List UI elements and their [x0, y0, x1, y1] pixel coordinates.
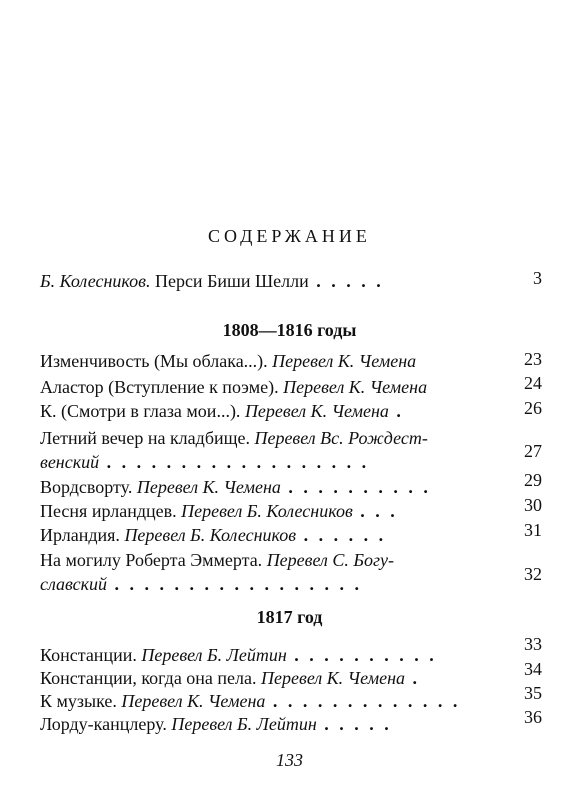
entry-title: Вордсворту. [40, 477, 133, 497]
dot-leader: . . . . . . . . . . . . . . . . . [107, 574, 363, 594]
dot-leader: . . . [352, 501, 398, 521]
toc-entry [40, 524, 498, 546]
entry-translator: Перевел К. Чемена [240, 401, 389, 421]
dot-leader: . [388, 401, 404, 421]
dot-leader: . . . . . [308, 271, 384, 291]
toc-entry [40, 713, 498, 735]
page-title: СОДЕРЖАНИЕ [208, 226, 371, 246]
page-folio: 133 [276, 750, 303, 770]
dot-leader: . . . . . . . . . . . . . . . . . . [99, 452, 370, 472]
dot-leader: . . . . . . . . . . [286, 645, 437, 665]
entry-page-number: 26 [524, 398, 542, 418]
toc-entry [40, 690, 498, 712]
entry-page-number: 33 [524, 634, 542, 654]
dot-leader: . . . . . [316, 714, 392, 734]
entry-translator: Перевел Б. Колесников [119, 525, 297, 545]
entry-translator: Перевел К. Чемена [116, 691, 266, 711]
entry-page-number: 24 [524, 373, 542, 393]
entry-translator-continuation: славский [40, 574, 108, 594]
entry-title: К. (Смотри в глаза мои...). [40, 401, 241, 421]
entry-title: К музыке. [40, 691, 117, 711]
intro-page-number: 3 [533, 268, 542, 288]
dot-leader: . . . . . . . . . . . . . [265, 691, 461, 711]
entry-page-number: 35 [524, 683, 542, 703]
entry-page-number: 23 [524, 349, 542, 369]
entry-page-number: 30 [524, 495, 542, 515]
intro-author: Б. Колесников. [40, 271, 151, 291]
entry-translator-continuation: венский [40, 452, 100, 472]
entry-page-number: 31 [524, 520, 542, 540]
entry-page-number: 29 [524, 470, 542, 490]
toc-entry [40, 549, 498, 571]
entry-page-number: 32 [524, 564, 542, 584]
toc-entry [40, 350, 498, 372]
entry-title: На могилу Роберта Эммерта. [40, 550, 263, 570]
entry-translator: Перевел Вс. Рождест- [249, 428, 428, 448]
dot-leader: . . . . . . . . . . [280, 477, 431, 497]
entry-translator: Перевел С. Богу- [262, 550, 394, 570]
entry-translator: Перевел Б. Лейтин [136, 645, 287, 665]
toc-entry-continuation [40, 451, 498, 473]
toc-entry [40, 644, 498, 666]
entry-translator: Перевел К. Чемена [278, 377, 428, 397]
toc-entry-continuation [40, 573, 498, 595]
entry-page-number: 34 [524, 659, 542, 679]
entry-title: Констанции. [40, 645, 137, 665]
entry-title: Констанции, когда она пела. [40, 668, 257, 688]
entry-title: Песня ирландцев. [40, 501, 177, 521]
entry-translator: Перевел К. Чемена [267, 351, 417, 371]
toc-entry [40, 667, 498, 689]
toc-entry [40, 427, 498, 449]
toc-entry-intro [40, 270, 498, 292]
entry-page-number: 27 [524, 441, 542, 461]
entry-page-number: 36 [524, 707, 542, 727]
entry-translator: Перевел Б. Колесников [176, 501, 353, 521]
entry-translator: Перевел Б. Лейтин [166, 714, 317, 734]
section-heading-1808-1816: 1808—1816 годы [222, 320, 357, 340]
entry-title: Лорду-канцлеру. [40, 714, 167, 734]
toc-entry [40, 376, 498, 398]
toc-entry [40, 476, 498, 498]
entry-title: Летний вечер на кладбище. [40, 428, 250, 448]
toc-entry [40, 400, 498, 422]
entry-title: Аластор (Вступление к поэме). [40, 377, 279, 397]
entry-title: Ирландия. [40, 525, 120, 545]
section-heading-1817: 1817 год [256, 607, 323, 627]
intro-title: Перси Биши Шелли [150, 271, 309, 291]
entry-title: Изменчивость (Мы облака...). [40, 351, 268, 371]
dot-leader: . . . . . . [296, 525, 387, 545]
entry-translator: Перевел К. Чемена [132, 477, 281, 497]
dot-leader: . [405, 668, 421, 688]
toc-entry [40, 500, 498, 522]
entry-translator: Перевел К. Чемена [256, 668, 406, 688]
